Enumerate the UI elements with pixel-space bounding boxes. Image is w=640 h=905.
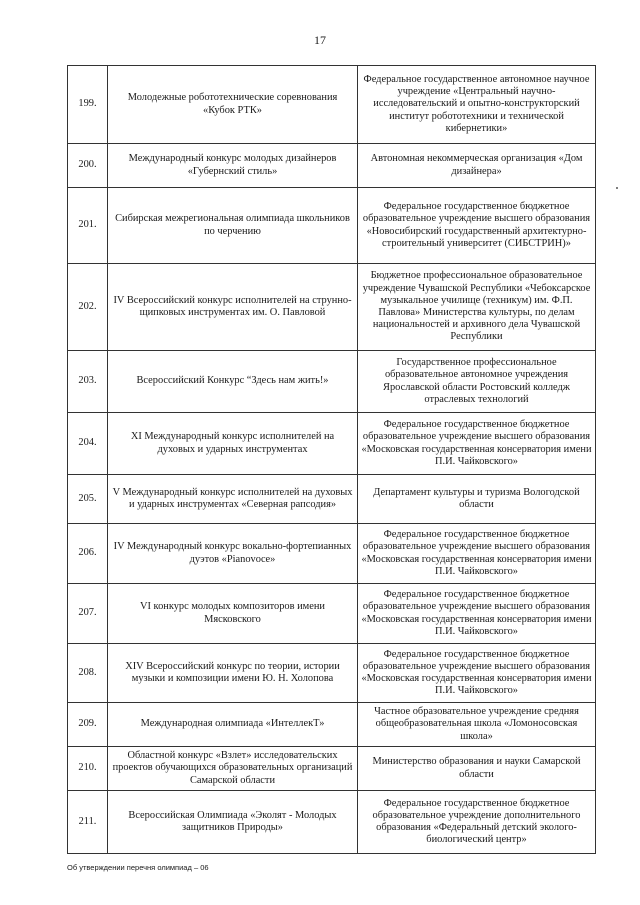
organizer: Федеральное государственное бюджетное образовательное учреждение высшего образования «Московская государственная консерватория имени П.И. Чайковского» <box>358 413 596 475</box>
olympiad-name: IV Международный конкурс вокально-фортепианных дуэтов «Pianovoce» <box>108 524 358 584</box>
table-row <box>68 264 596 351</box>
row-number: 202. <box>68 264 108 351</box>
table-row <box>68 413 596 475</box>
olympiad-name: Международная олимпиада «ИнтеллекТ» <box>108 703 358 747</box>
row-number: 206. <box>68 524 108 584</box>
organizer: Федеральное государственное бюджетное образовательное учреждение высшего образования «Московская государственная консерватория имени П.И. Чайковского» <box>358 584 596 644</box>
row-number: 209. <box>68 703 108 747</box>
olympiad-name: Всероссийский Конкурс “Здесь нам жить!» <box>108 351 358 413</box>
organizer: Федеральное государственное автономное научное учреждение «Центральный научно-исследовательский и опытно-конструкторский институт робототехники и технической кибернетики» <box>358 66 596 144</box>
row-number: 201. <box>68 188 108 264</box>
organizer: Частное образовательное учреждение средняя общеобразовательная школа «Ломоносовская школа» <box>358 703 596 747</box>
table-row <box>68 351 596 413</box>
olympiad-name: VI конкурс молодых композиторов имени Мясковского <box>108 584 358 644</box>
olympiad-name: V Международный конкурс исполнителей на духовых и ударных инструментах «Северная рапсодия» <box>108 475 358 524</box>
table-row <box>68 144 596 188</box>
organizer: Федеральное государственное бюджетное образовательное учреждение дополнительного образования «Федеральный детский эколого-биологический центр» <box>358 791 596 854</box>
row-number: 204. <box>68 413 108 475</box>
scan-speck <box>616 187 618 189</box>
olympiad-name: Областной конкурс «Взлет» исследовательских проектов обучающихся образовательных организаций Самарской области <box>108 747 358 791</box>
table-row <box>68 475 596 524</box>
organizer: Департамент культуры и туризма Вологодской области <box>358 475 596 524</box>
page-number: 17 <box>314 33 326 47</box>
organizer: Министерство образования и науки Самарской области <box>358 747 596 791</box>
row-number: 211. <box>68 791 108 854</box>
table-row <box>68 66 596 144</box>
row-number: 208. <box>68 644 108 703</box>
table-row <box>68 644 596 703</box>
olympiad-name: Международный конкурс молодых дизайнеров «Губернский стиль» <box>108 144 358 188</box>
row-number: 205. <box>68 475 108 524</box>
organizer: Бюджетное профессиональное образовательное учреждение Чувашской Республики «Чебоксарское музыкальное училище (техникум) им. Ф.П. Павлова» Министерства культуры, по делам национальностей и архивного дела Чувашской Республики <box>358 264 596 351</box>
row-number: 203. <box>68 351 108 413</box>
olympiad-name: IV Всероссийский конкурс исполнителей на струнно-щипковых инструментах им. О. Павловой <box>108 264 358 351</box>
table-row <box>68 584 596 644</box>
organizer: Государственное профессиональное образовательное автономное учреждения Ярославской области Ростовский колледж отраслевых технологий <box>358 351 596 413</box>
row-number: 207. <box>68 584 108 644</box>
olympiad-name: Всероссийская Олимпиада «Эколят - Молодых защитников Природы» <box>108 791 358 854</box>
table-row <box>68 703 596 747</box>
olympiad-name: XI Международный конкурс исполнителей на духовых и ударных инструментах <box>108 413 358 475</box>
olympiad-name: Молодежные робототехнические соревнования «Кубок РТК» <box>108 66 358 144</box>
row-number: 200. <box>68 144 108 188</box>
organizer: Федеральное государственное бюджетное образовательное учреждение высшего образования «Московская государственная консерватория имени П.И. Чайковского» <box>358 524 596 584</box>
olympiad-table <box>67 65 596 854</box>
table-row <box>68 188 596 264</box>
organizer: Федеральное государственное бюджетное образовательное учреждение высшего образования «Московская государственная консерватория имени П.И. Чайковского» <box>358 644 596 703</box>
organizer: Автономная некоммерческая организация «Дом дизайнера» <box>358 144 596 188</box>
table-row <box>68 747 596 791</box>
olympiad-name: Сибирская межрегиональная олимпиада школьников по черчению <box>108 188 358 264</box>
page-footer: Об утверждении перечня олимпиад – 06 <box>67 863 209 872</box>
row-number: 210. <box>68 747 108 791</box>
table-row <box>68 791 596 854</box>
row-number: 199. <box>68 66 108 144</box>
table-row <box>68 524 596 584</box>
organizer: Федеральное государственное бюджетное образовательное учреждение высшего образования «Новосибирский государственный архитектурно-строительный университет (СИБСТРИН)» <box>358 188 596 264</box>
olympiad-name: XIV Всероссийский конкурс по теории, истории музыки и композиции имени Ю. Н. Холопова <box>108 644 358 703</box>
